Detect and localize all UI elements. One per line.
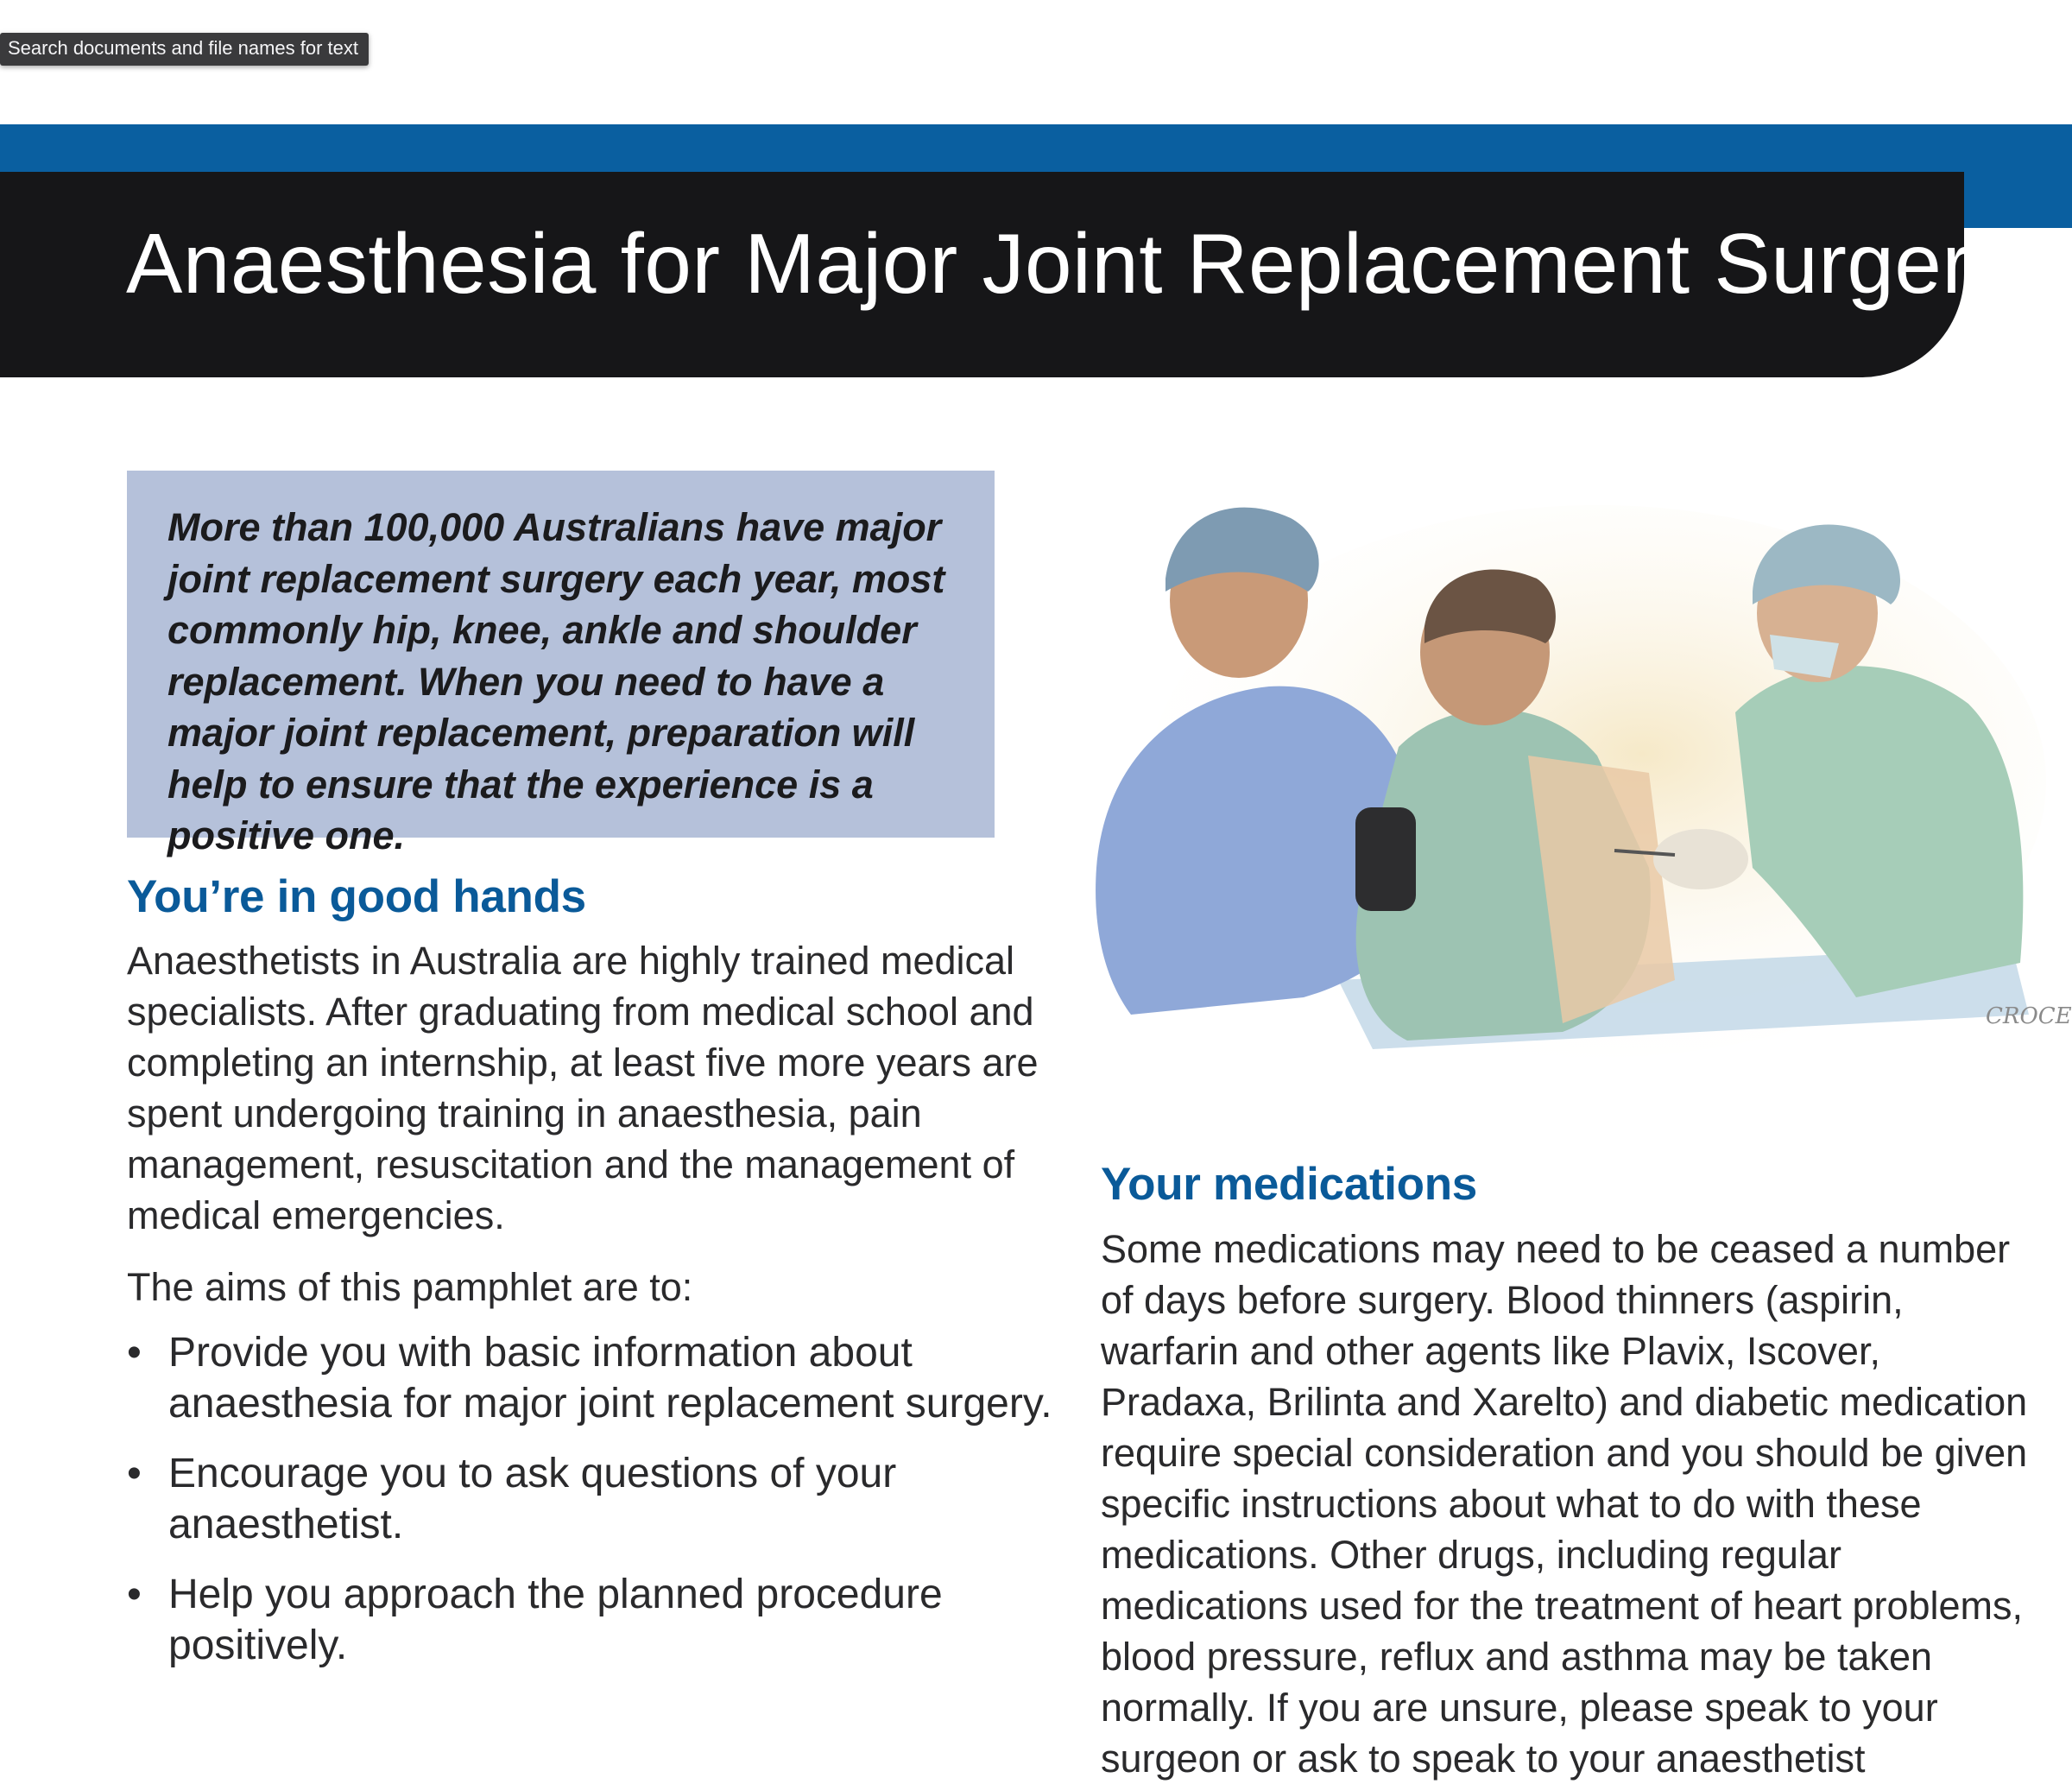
list-item: • Help you approach the planned procedure positively. [127, 1572, 943, 1668]
anaesthesia-illustration [1079, 497, 2072, 1101]
aims-list [127, 1327, 1059, 1690]
medications-heading: Your medications [1101, 1159, 1477, 1210]
search-tooltip: Search documents and file names for text [0, 33, 369, 66]
list-item: • Provide you with basic information about anaesthesia for major joint replacement surgery. [127, 1330, 1052, 1427]
illustration-signature: CROCE [1986, 1003, 2072, 1029]
good-hands-paragraph: Anaesthetists in Australia are highly trained medical specialists. After graduating from medical school and completing an internship, at least five more years are spent undergoing training in anaesthesia, pain management, resuscitation and the management of medical emergencies. [127, 939, 1039, 1237]
aims-intro: The aims of this pamphlet are to: [127, 1265, 693, 1309]
title-bar [0, 172, 2014, 377]
good-hands-heading: You’re in good hands [127, 871, 586, 922]
list-item: • Encourage you to ask questions of your anaesthetist. [127, 1451, 897, 1547]
page-title: Anaesthesia for Major Joint Replacement Surgery [126, 216, 2014, 311]
intro-text: More than 100,000 Australians have major joint replacement surgery each year, most commonly hip, knee, ankle and shoulder replacement. When you need to have a major joint replacement, preparation will help to ensure that the experience is a positive one. [167, 505, 945, 857]
intro-callout [127, 471, 995, 857]
medications-paragraph: Some medications may need to be ceased a number of days before surgery. Blood thinners (aspirin, warfarin and other agents like Plavix, Iscover, Pradaxa, Brilinta and Xarelto) and diabetic medication require special consideration and you should be given specific instructions about what to do with these medications. Other drugs, including regular medications used for the treatment of heart problems, blood pressure, reflux and asthma may be taken normally. If you are unsure, please speak to your surgeon or ask to speak to your anaesthetist [1101, 1227, 2028, 1781]
